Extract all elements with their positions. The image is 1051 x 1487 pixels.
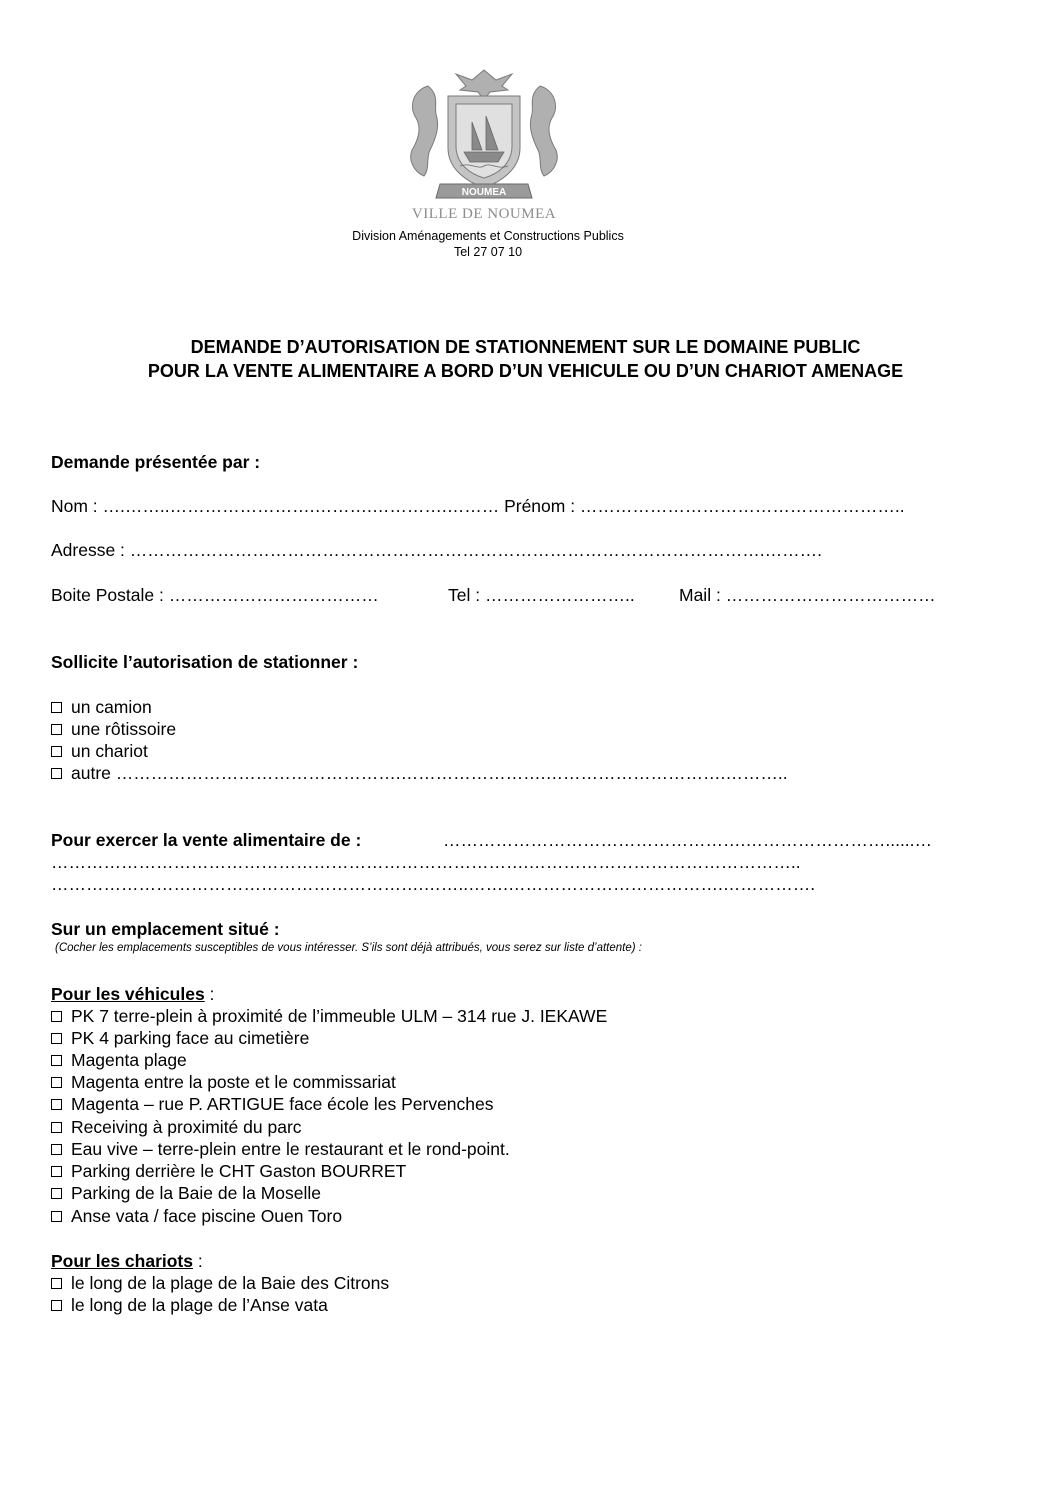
postal-box-field[interactable]: Boite Postale : ……………………………… bbox=[51, 585, 379, 605]
vehicle-location-item[interactable] bbox=[51, 1072, 396, 1093]
vehicles-heading bbox=[51, 984, 214, 1005]
option-label: une rôtissoire bbox=[71, 719, 177, 739]
location-label: PK 7 terre-plein à proximité de l’immeuble ULM – 314 rue J. IEKAWE bbox=[71, 1006, 608, 1026]
sale-field-line-3[interactable]: ……………………………………………………….……..…….……………………………….……………. bbox=[51, 874, 816, 894]
location-label: Magenta – rue P. ARTIGUE face école les Pervenches bbox=[71, 1094, 494, 1114]
checkbox[interactable] bbox=[51, 1300, 62, 1311]
location-label: Anse vata / face piscine Ouen Toro bbox=[71, 1206, 343, 1226]
request-heading: Sollicite l’autorisation de stationner : bbox=[51, 652, 359, 672]
document-title-line-1: DEMANDE D’AUTORISATION DE STATIONNEMENT SUR LE DOMAINE PUBLIC bbox=[190, 337, 861, 357]
vehicle-location-item[interactable] bbox=[51, 1139, 510, 1160]
option-label: autre ………………………………………….…………………….………………………….……….. bbox=[71, 763, 788, 783]
vehicle-location-item[interactable] bbox=[51, 1094, 494, 1115]
cart-location-item[interactable] bbox=[51, 1295, 328, 1316]
vehicles-heading-label: Pour les véhicules bbox=[51, 984, 205, 1004]
sale-field-line-2[interactable]: ……………………………………………………………………….……………………………………….. bbox=[51, 852, 801, 872]
location-label: Magenta plage bbox=[71, 1050, 187, 1070]
name-field[interactable]: Nom : ….……..…………………….……….………….……… Prénom : ……………………………………………….. bbox=[51, 496, 905, 516]
address-field[interactable]: Adresse : ……………………………………………………………………………………………….………. bbox=[51, 540, 823, 560]
location-label: le long de la plage de l’Anse vata bbox=[71, 1295, 328, 1315]
sale-heading: Pour exercer la vente alimentaire de : bbox=[51, 830, 362, 850]
checkbox[interactable] bbox=[51, 1166, 62, 1177]
checkbox[interactable] bbox=[51, 1077, 62, 1088]
vehicle-location-item[interactable] bbox=[51, 1183, 321, 1204]
checkbox[interactable] bbox=[51, 1099, 62, 1110]
tel-field[interactable]: Tel : …………………….. bbox=[448, 585, 635, 605]
carts-heading bbox=[51, 1251, 203, 1272]
sale-field-line-1[interactable]: …………………………………………….……………………......… bbox=[443, 830, 933, 850]
checkbox[interactable] bbox=[51, 1144, 62, 1155]
location-label: PK 4 parking face au cimetière bbox=[71, 1028, 310, 1048]
checkbox[interactable] bbox=[51, 1011, 62, 1022]
mail-field[interactable]: Mail : ……………………………… bbox=[679, 585, 936, 605]
checkbox[interactable] bbox=[51, 1211, 62, 1222]
vehicle-location-item[interactable] bbox=[51, 1117, 302, 1138]
location-label: Parking derrière le CHT Gaston BOURRET bbox=[71, 1161, 407, 1181]
applicant-heading: Demande présentée par : bbox=[51, 452, 261, 472]
location-note: (Cocher les emplacements susceptibles de vous intéresser. S’ils sont déjà attribués, vous serez sur liste d’attente) : bbox=[55, 942, 642, 954]
option-rotissoire[interactable] bbox=[51, 719, 176, 740]
division-name: Division Aménagements et Constructions Publics bbox=[352, 229, 624, 243]
checkbox[interactable] bbox=[51, 1278, 62, 1289]
checkbox[interactable] bbox=[51, 1122, 62, 1133]
location-label: Eau vive – terre-plein entre le restaurant et le rond-point. bbox=[71, 1139, 510, 1159]
checkbox[interactable] bbox=[51, 1188, 62, 1199]
checkbox[interactable] bbox=[51, 702, 62, 713]
checkbox[interactable] bbox=[51, 724, 62, 735]
option-autre[interactable] bbox=[51, 763, 788, 784]
vehicle-location-item[interactable] bbox=[51, 1206, 342, 1227]
city-name: VILLE DE NOUMEA bbox=[411, 206, 557, 222]
vehicles-heading-suffix: : bbox=[204, 984, 215, 1004]
option-label: un chariot bbox=[71, 741, 148, 761]
division-phone: Tel 27 07 10 bbox=[453, 245, 523, 259]
vehicle-location-item[interactable] bbox=[51, 1050, 187, 1071]
checkbox[interactable] bbox=[51, 1033, 62, 1044]
crest-ribbon-text: NOUMEA bbox=[461, 187, 507, 198]
option-label: un camion bbox=[71, 697, 152, 717]
vehicle-location-item[interactable] bbox=[51, 1028, 309, 1049]
checkbox[interactable] bbox=[51, 1055, 62, 1066]
location-label: Receiving à proximité du parc bbox=[71, 1117, 302, 1137]
option-camion[interactable] bbox=[51, 697, 152, 718]
checkbox[interactable] bbox=[51, 746, 62, 757]
cart-location-item[interactable] bbox=[51, 1273, 389, 1294]
location-label: Magenta entre la poste et le commissariat bbox=[71, 1072, 396, 1092]
location-label: Parking de la Baie de la Moselle bbox=[71, 1183, 322, 1203]
option-chariot[interactable] bbox=[51, 741, 148, 762]
carts-heading-suffix: : bbox=[193, 1251, 203, 1271]
vehicle-location-item[interactable] bbox=[51, 1006, 607, 1027]
checkbox[interactable] bbox=[51, 768, 62, 779]
location-label: le long de la plage de la Baie des Citrons bbox=[71, 1273, 390, 1293]
document-title-line-2: POUR LA VENTE ALIMENTAIRE A BORD D’UN VEHICULE OU D’UN CHARIOT AMENAGE bbox=[147, 361, 904, 381]
location-heading: Sur un emplacement situé : bbox=[51, 919, 280, 939]
vehicle-location-item[interactable] bbox=[51, 1161, 406, 1182]
city-crest-logo bbox=[400, 66, 568, 206]
carts-heading-label: Pour les chariots bbox=[51, 1251, 193, 1271]
